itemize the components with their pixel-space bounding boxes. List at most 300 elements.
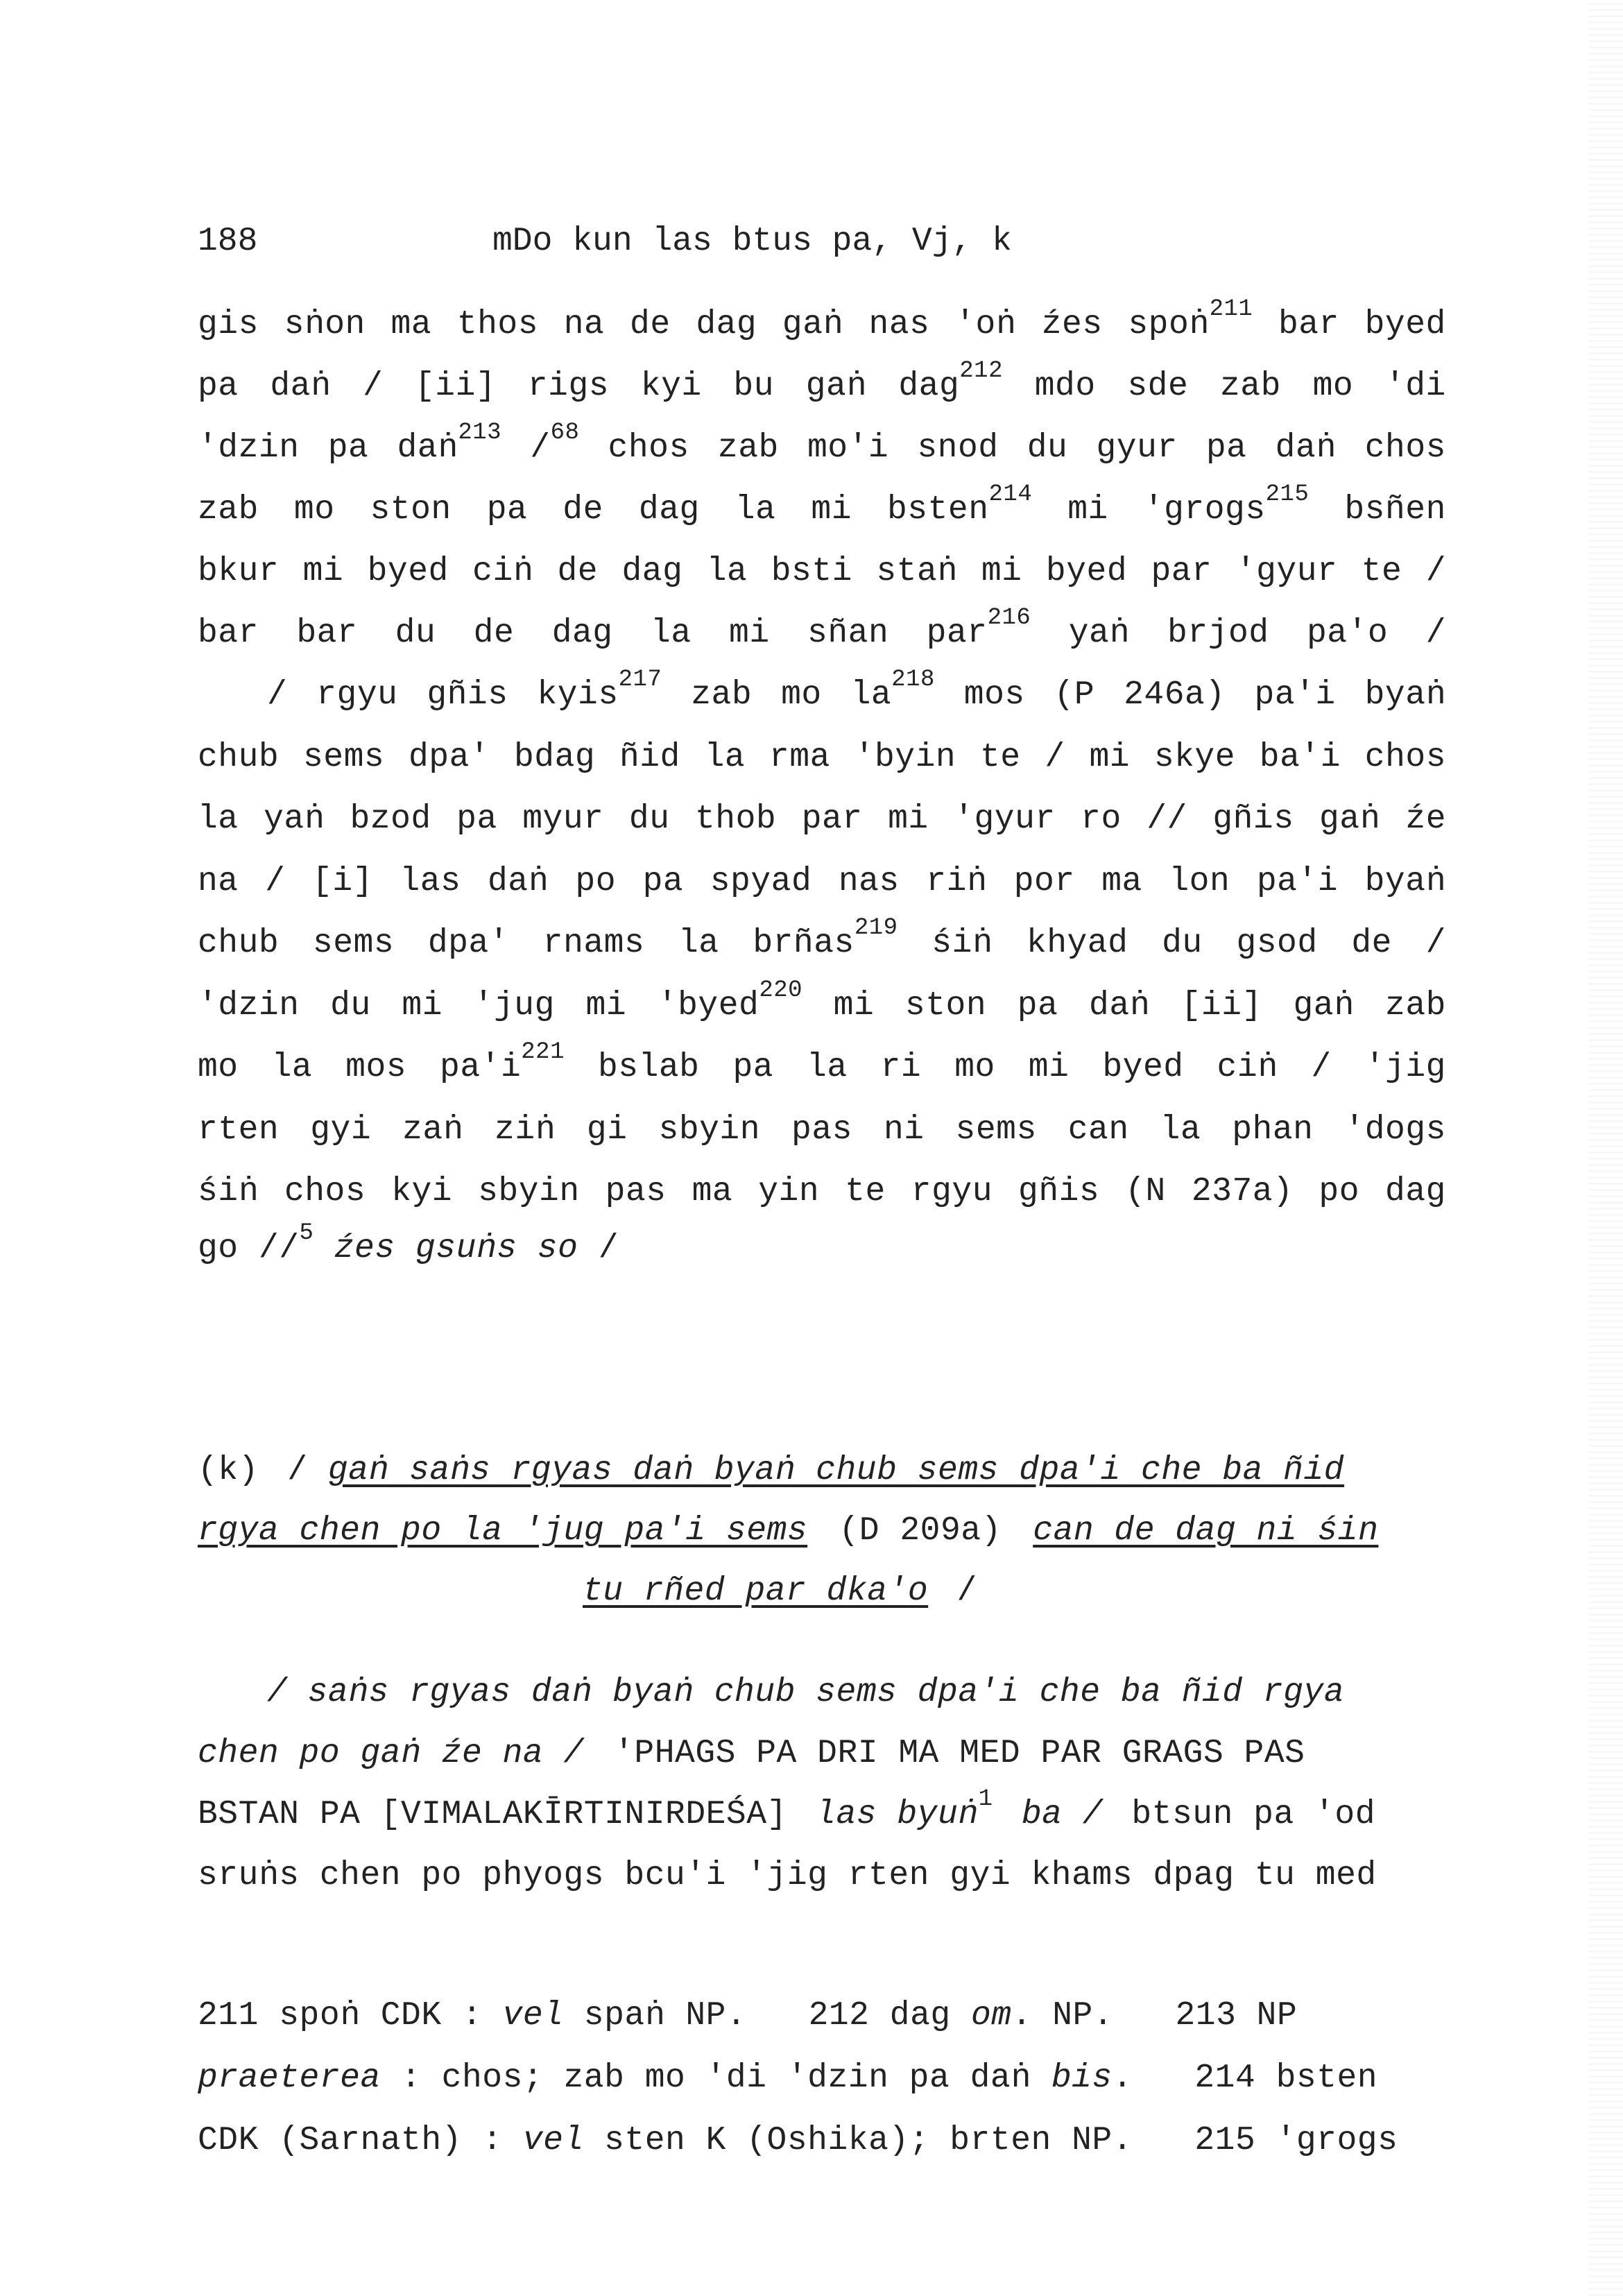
word [608,427,689,469]
word [265,861,285,902]
footnote-line-2 [198,2057,1446,2099]
word [791,1109,852,1151]
word-text: de [473,615,515,652]
word-text: bsti [771,553,852,590]
section-k-heading-2 [198,1510,1446,1552]
footnote-text: 211 spoṅ CDK : [198,1997,503,2034]
word [898,358,1003,407]
footnote-ref: 214 [988,481,1033,508]
word [1169,861,1230,902]
word-text: mo [781,676,822,714]
word-text: ston [370,491,452,529]
word-text: dag [696,306,757,343]
word [1426,612,1446,654]
footnote-text: CDK (Sarnath) : [198,2122,523,2159]
word [981,551,1022,592]
word [692,1171,733,1213]
word [1276,427,1337,469]
word-text: bkur [198,553,280,590]
word-text: [i] [312,862,373,900]
word-text: ziṅ [495,1111,556,1149]
word [1035,366,1096,407]
word [1220,366,1281,407]
word [839,861,900,902]
word-text: byaṅ [1364,676,1446,714]
word-text: gaṅ [782,306,843,343]
section-heading-text-2c: can de dag ni śin [1033,1512,1379,1550]
word [537,667,662,716]
word-text: na [198,862,239,900]
word-text: ma [1101,862,1142,900]
word [782,304,843,345]
word [415,366,496,407]
word [1014,861,1075,902]
word [1067,489,1108,531]
word [639,489,700,531]
section-k-body-3 [198,1786,1446,1835]
word [630,304,671,345]
word [769,737,830,778]
word [474,612,515,654]
word-text: pa'i [1254,676,1336,714]
word-text: chub [198,925,280,962]
word-text: ston [904,986,987,1025]
word [1027,923,1128,964]
word-text: la [271,1049,313,1086]
word-text: ma [390,306,432,343]
word-text: las [400,862,461,900]
word-text: (N [1125,1173,1166,1210]
text-line [198,915,1446,964]
word [1255,674,1336,716]
text-line [198,296,1446,345]
word-text: mos [963,676,1025,714]
footnote-italic: bis [1051,2059,1113,2097]
word [657,977,803,1027]
word [1160,1109,1201,1151]
page-number: 188 [198,223,258,260]
word-text: gaṅ [1319,800,1380,838]
footnote-ref: 215 [1265,481,1309,508]
word-text: chub [198,738,280,776]
section-k-heading-3 [583,1570,977,1612]
word-text: du [330,986,371,1025]
word [691,674,752,716]
footnote-italic: vel [502,1997,564,2034]
word [328,427,369,469]
word-text: gñis [427,676,508,714]
word [1018,1171,1099,1213]
word-text: / [1425,615,1446,652]
word [606,1171,667,1213]
word [954,1047,995,1088]
word-text: dpa' [427,925,510,962]
section-heading-ref: (D 209a) [839,1512,1002,1550]
word-text: ro [1081,800,1122,838]
word [272,1047,313,1088]
word-text: 'di [1384,368,1446,405]
word-text: daṅ [1275,429,1337,467]
word [931,923,993,964]
word-text: de [1351,925,1392,962]
footnote-text: 213 NP [1175,1997,1298,2034]
word-text: pa [456,800,497,838]
word-text: rten [198,1111,280,1149]
word [1344,489,1446,531]
word [487,489,528,531]
word [1089,737,1130,778]
word [1128,296,1253,345]
word [1069,612,1130,654]
word-text: mi [1089,738,1131,776]
word [1162,923,1203,964]
word-text: yaṅ [264,800,325,838]
word [964,674,1025,716]
word [530,420,580,469]
section-body-text-3b: las byuṅ [816,1796,979,1833]
word [1257,861,1338,902]
word-text: du [1027,429,1068,467]
word [1365,674,1446,716]
word [1097,427,1178,469]
word-text: mi [585,986,627,1025]
word-text: bsten [886,491,989,529]
word-text: 'byed [657,986,759,1025]
word [402,1109,463,1151]
word [316,674,397,716]
word-text: de [563,491,603,529]
text-line [198,798,1446,840]
word-text: daṅ [1089,986,1150,1025]
word [1081,798,1122,840]
word-text: du [628,800,670,838]
word [1147,798,1187,840]
word [807,1047,848,1088]
word-text: nas [838,862,900,900]
word-text: 'grogs [1143,491,1266,529]
word-text: mi [402,986,443,1025]
word-text: mo [198,1049,239,1086]
word [1236,551,1338,592]
word-text: ri [880,1049,922,1086]
word [303,737,384,778]
word [1054,674,1095,716]
word-text: gis [198,306,259,343]
word-text: de [557,553,599,590]
word-text: na [563,306,605,343]
word-text: daṅ [397,429,458,467]
word [312,861,373,902]
word [753,915,898,964]
word-text: 'gyur [1235,553,1338,590]
word [1311,1047,1331,1088]
word [198,923,279,964]
text-line [198,420,1446,469]
word [911,1171,993,1213]
word [1068,1109,1129,1151]
word [855,737,956,778]
word-text: khyad [1026,925,1128,962]
word [955,304,1016,345]
word-text: pa [327,429,369,467]
word [1365,1047,1446,1088]
word [956,1109,1037,1151]
footnote-ref: 211 [1209,296,1253,323]
word-text: du [1162,925,1203,962]
word [345,1047,406,1088]
word-text: sñan [807,615,889,652]
text-line [198,1109,1446,1151]
word-text: 'jig [1364,1049,1446,1086]
word-text: 'dzin [198,429,300,467]
word-text: pa [642,862,684,900]
word [710,861,812,902]
word-text: po [1319,1173,1360,1210]
word [1313,366,1354,407]
word [397,420,502,469]
word [1045,737,1065,778]
word [1365,737,1446,778]
section-k-body-2 [198,1733,1446,1774]
word [807,612,888,654]
word-text: brjod [1167,615,1269,652]
word [198,1047,239,1088]
word [303,551,344,592]
word-text: bslab [597,1049,700,1086]
word [954,798,1056,840]
word-text: / [362,368,384,405]
word-text: źes [1041,306,1103,343]
word [643,861,684,902]
word [1017,985,1058,1027]
word-text: du [395,615,436,652]
word-text: / [1425,925,1446,962]
section-body-text-2b: 'PHAGS PA DRI MA MED PAR GRAGS PAS [614,1735,1305,1772]
word [834,985,875,1027]
footnote-ref: 5 [299,1220,314,1246]
word [735,489,776,531]
section-heading-text-3: tu rñed par dka'o [583,1573,929,1610]
word-text: / [1045,738,1065,776]
section-body-text-2a: chen po gaṅ źe na / [198,1735,584,1772]
text-line [198,605,1446,654]
word [522,798,603,840]
footnote-italic: praeterea [198,2059,381,2097]
word [564,304,605,345]
word-text: riṅ [926,862,988,900]
word [884,1109,925,1151]
word-text: pa [486,491,528,529]
word [811,489,852,531]
word-text: mo [954,1049,995,1086]
footnote-ref: 216 [987,605,1031,631]
word-text: sems [302,738,385,776]
word-text: gyur [1096,429,1178,467]
word-text: par [1151,553,1212,590]
word-text: la [807,1049,848,1086]
word [528,366,609,407]
footnote-text: 215 'grogs [1194,2122,1398,2159]
section-body-text-1: / saṅs rgyas daṅ byaṅ chub sems dpa'i che ba ñid rgya [267,1674,1345,1711]
text-line [198,358,1446,407]
word [391,1171,452,1213]
word-text: te [1361,553,1402,590]
word-text: lon [1169,862,1230,900]
word [707,551,748,592]
word [552,612,613,654]
word-text: byed [1364,306,1446,343]
word [641,366,702,407]
word-text: gñis [1018,1173,1100,1210]
word [1124,674,1226,716]
word-text: sṅon [284,306,366,343]
word [1181,985,1262,1027]
word-text: pa'o [1306,615,1389,652]
section-label: (k) [198,1452,259,1489]
word-text: ni [883,1111,925,1149]
footnote-text: . NP. [1011,1997,1114,2034]
word [296,612,357,654]
footnote-text: sten K (Oshika); brten NP. [583,2122,1133,2159]
word [587,1109,628,1151]
word [198,1109,279,1151]
word [391,304,432,345]
word [1365,427,1446,469]
word [1426,923,1446,964]
text-line [198,1039,1446,1088]
word [1385,985,1446,1027]
footnote-ref: 219 [854,915,898,941]
word [1260,737,1341,778]
word [1385,366,1446,407]
closing-lead: go // [198,1230,300,1267]
word [368,551,449,592]
text-line [198,481,1446,531]
word-text: can [1067,1111,1129,1149]
footnote-italic: om [971,1997,1012,2034]
word [888,798,929,840]
footnote-ref: 212 [959,358,1003,384]
word-text: // [1147,800,1187,838]
word-text: bsñen [1344,491,1446,529]
word [198,737,279,778]
word [409,737,490,778]
word [869,304,930,345]
word [1212,798,1294,840]
word-text: [ii] [414,368,497,405]
word-text: zab [1385,986,1446,1025]
word [495,1109,556,1151]
word-text: / [1425,553,1446,590]
word [440,1039,565,1088]
word-text: / [267,676,288,714]
word-text: rgyu [316,676,398,714]
word-text: chos [1364,738,1446,776]
word-text: gyi [310,1111,372,1149]
word-text: chos [284,1173,366,1210]
word [678,923,719,964]
word [1319,1171,1359,1213]
word-text: pa [1017,986,1058,1025]
word-text: bar [296,615,358,652]
footnote-ref: 217 [618,667,662,693]
word-text: (P [1054,676,1095,714]
word-text: gi [586,1111,628,1149]
word [1167,612,1269,654]
word [456,798,497,840]
word-text: de [630,306,671,343]
word [284,1171,366,1213]
word-text: mi [302,553,344,590]
word-text: 'jug [473,986,555,1025]
word-text: zab [198,491,259,529]
word [310,1109,371,1151]
word-text: daṅ [270,368,332,405]
word-text: mo'i [807,429,889,467]
word-text: la [706,553,748,590]
word [806,366,867,407]
word [629,798,670,840]
word-text: ma [692,1173,733,1210]
word-text: gaṅ [1293,986,1355,1025]
word [1232,1109,1313,1151]
word-text: spyad [710,862,812,900]
word [1365,861,1446,902]
scan-edge [1588,0,1623,2296]
section-k-body-4 [198,1855,1446,1896]
word [732,1047,773,1088]
word-text: te [979,738,1021,776]
footnote-ref: 68 [550,420,580,446]
word-text: byed [367,553,449,590]
word [198,551,279,592]
word-text: 237a) [1191,1173,1294,1210]
word [598,1047,700,1088]
word-text: sems [955,1111,1037,1149]
word-text: zab [691,676,753,714]
word-text: brñas [753,925,855,962]
word [575,861,616,902]
word-text: pa'i [1256,862,1339,900]
footnote-ref: 220 [759,977,803,1004]
word [557,551,598,592]
text-line [267,667,1446,716]
word [1385,1171,1446,1213]
word-text: rnams [542,925,645,962]
word-text: 'dzin [198,986,300,1025]
word [1293,985,1354,1027]
word-text: mi [981,553,1022,590]
word-text: 'dogs [1344,1111,1446,1149]
word [1206,427,1247,469]
section-body-text-3a: BSTAN PA [VIMALAKĪRTINIRDEŚA] [198,1796,787,1833]
word [294,489,335,531]
word-text: myur [522,800,604,838]
section-k-body-1 [267,1672,1446,1713]
word-text: daṅ [487,862,549,900]
word-text: zab [717,429,779,467]
word-text: sbyin [478,1173,580,1210]
word [1405,798,1446,840]
footnote-text: : chos; zab mo 'di 'dzin pa daṅ [380,2059,1051,2097]
word [1351,923,1392,964]
word [478,1171,580,1213]
word [395,612,436,654]
text-line [198,1171,1446,1213]
word-text: kyi [640,368,702,405]
word [926,605,1031,654]
word [198,366,239,407]
